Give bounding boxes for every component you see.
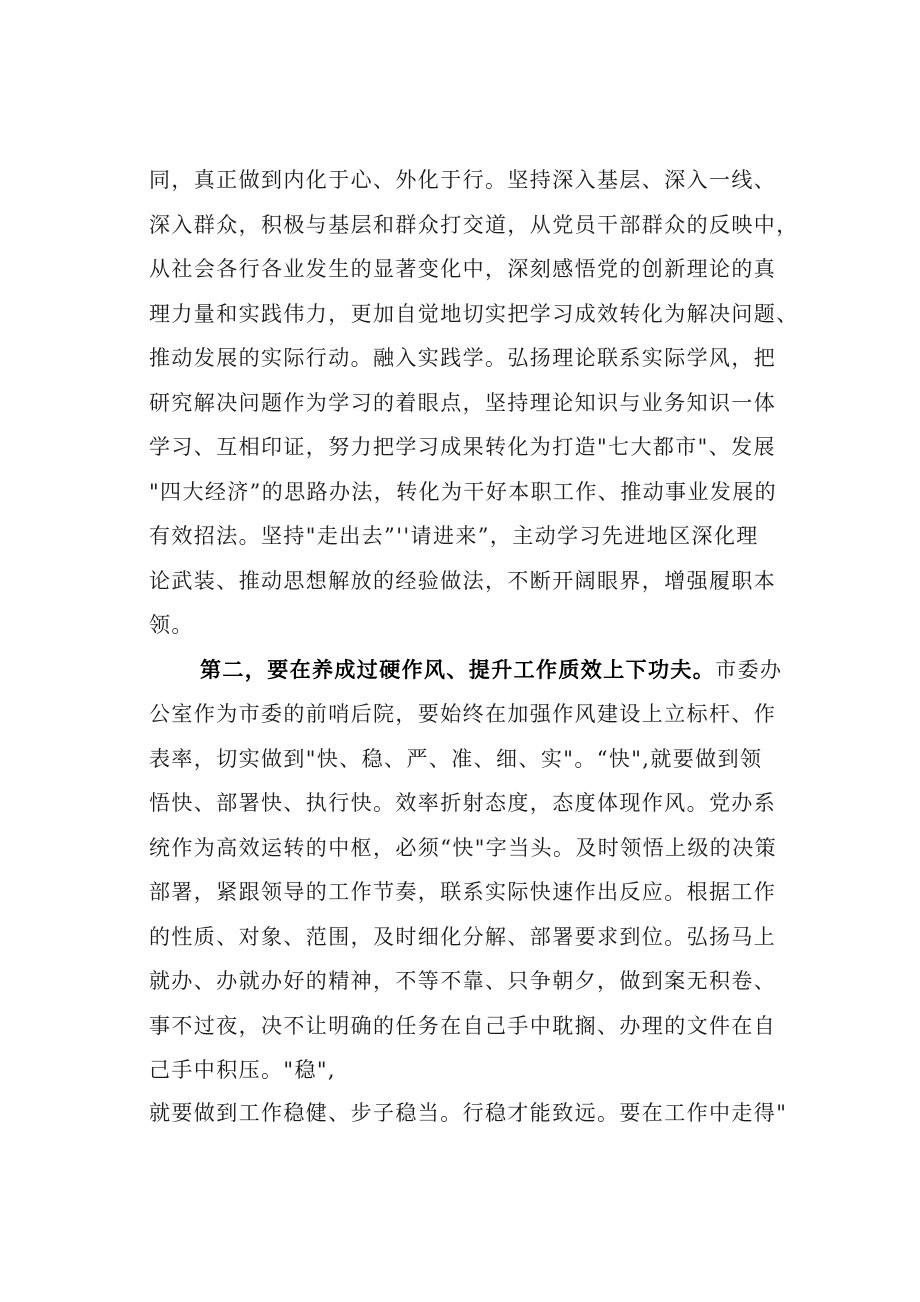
text-line: 的性质、对象、范围，及时细化分解、部署要求到位。弘扬马上 [149,925,777,949]
text-line: 推动发展的实际行动。融入实践学。弘扬理论联系实际学风，把 [149,346,777,370]
section-heading: 第二，要在养成过硬作风、提升工作质效上下功夫。 [200,657,716,682]
text-line: 表率，切实做到"快、稳、严、准、细、实"。“快",就要做到领 [149,747,763,771]
text-line: "四大经济”的思路办法，转化为干好本职工作、推动事业发展的 [149,480,777,504]
text-line: 研究解决问题作为学习的着眼点，坚持理论知识与业务知识一体 [149,391,777,415]
text-line: 有效招法。坚持"走出去”''请进来”，主动学习先进地区深化理 [149,524,759,548]
text-line: 从社会各行各业发生的显著变化中，深刻感悟党的创新理论的真 [149,257,777,281]
text-line: 公室作为市委的前哨后院，要始终在加强作风建设上立标杆、作 [149,702,777,726]
text-line: 己手中积压。"稳", [149,1058,336,1082]
text-line: 深入群众，积极与基层和群众打交道，从党员干部群众的反映中， [149,213,799,237]
text-line: 领。 [149,613,194,637]
text-line: 理力量和实践伟力，更加自觉地切实把学习成效转化为解决问题、 [149,302,799,326]
text-line: 论武装、推动思想解放的经验做法，不断开阔眼界，增强履职本 [149,569,777,593]
paragraph-first-line [200,657,782,683]
text-line: 事不过夜，决不让明确的任务在自己手中耽搁、办理的文件在自 [149,1014,777,1038]
text-line: 就办、办就办好的精神，不等不靠、只争朝夕，做到案无积卷、 [149,969,777,993]
text-line: 就要做到工作稳健、步子稳当。行稳才能致远。要在工作中走得" [149,1101,788,1125]
heading-line-continuation: 市委办 [715,658,783,682]
text-line: 部署，紧跟领导的工作节奏，联系实际快速作出反应。根据工作 [149,880,777,904]
text-line: 悟快、部署快、执行快。效率折射态度，态度体现作风。党办系 [149,791,777,815]
text-line: 学习、互相印证，努力把学习成果转化为打造"七大都市"、发展 [149,435,776,459]
text-line: 统作为高效运转的中枢，必须“快"字当头。及时领悟上级的决策 [149,836,777,860]
text-line: 同，真正做到内化于心、外化于行。坚持深入基层、深入一线、 [149,168,777,192]
